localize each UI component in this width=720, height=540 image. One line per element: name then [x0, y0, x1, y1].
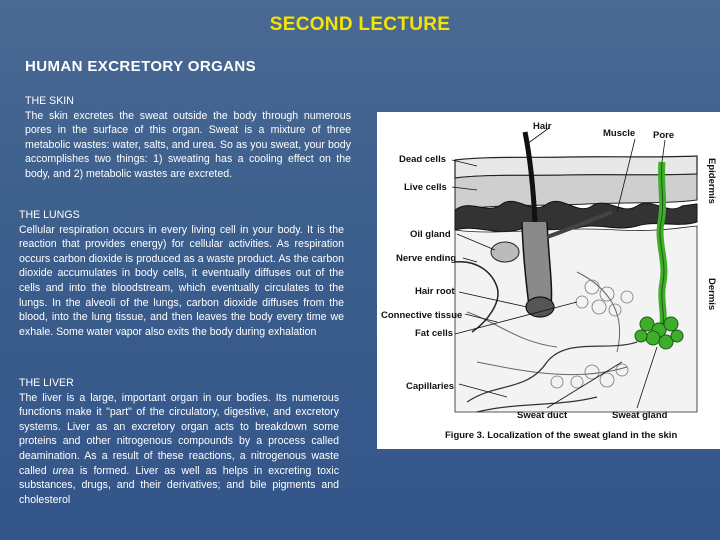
section-lungs: [19, 208, 344, 339]
section-body-skin: The skin excretes the sweat outside the body through numerous pores in the surface of this organ. Sweat is a mixture of three metabolic wastes: water, salts, and urea. So as you sweat, your body accomplishes two things: 1) sweating has a cooling effect on the body, and 2) metabolic wastes are excreted.: [25, 109, 351, 180]
label-dermis: Dermis: [706, 278, 717, 311]
label-fat-cells: Fat cells: [415, 328, 454, 339]
label-pore: Pore: [653, 130, 675, 141]
label-live-cells: Live cells: [404, 182, 447, 193]
liver-text-part2: is formed. Liver as well as helps in excreting toxic substances, drugs, and their derivatives; and bile pigments and cholesterol: [19, 464, 339, 506]
slide-title: SECOND LECTURE: [269, 14, 451, 35]
label-connective-tissue: Connective tissue: [381, 310, 463, 321]
skin-diagram-figure: [377, 112, 720, 449]
label-oil-gland: Oil gland: [410, 229, 451, 240]
section-skin: [25, 94, 351, 182]
liver-text-urea: urea: [52, 464, 74, 477]
label-epidermis: Epidermis: [706, 158, 717, 204]
section-liver: [19, 376, 339, 507]
section-body-liver: [19, 391, 339, 508]
slide-subtitle: HUMAN EXCRETORY ORGANS: [25, 58, 257, 75]
section-heading-lungs: THE LUNGS: [19, 209, 80, 221]
liver-text-part1: The liver is a large, important organ in our bodies. Its numerous functions make it "part" of the circulatory, digestive, and excretory systems. Liver as an excretory organ acts to breakdown some proteins and other nitrogenous compounds by a process called deamination. As a result of these reactions, a nitrogenous waste called: [19, 391, 339, 477]
oil-gland-shape: [491, 242, 519, 262]
label-capillaries: Capillaries: [406, 381, 455, 392]
label-dead-cells: Dead cells: [399, 154, 446, 165]
label-muscle: Muscle: [603, 128, 636, 139]
label-hair-root: Hair root: [415, 286, 455, 297]
label-sweat-duct: Sweat duct: [517, 410, 568, 421]
label-hair: Hair: [533, 121, 552, 132]
section-heading-liver: THE LIVER: [19, 377, 74, 389]
section-heading-skin: THE SKIN: [25, 95, 74, 107]
label-sweat-gland: Sweat gland: [612, 410, 668, 421]
figure-caption: Figure 3. Localization of the sweat gland in the skin: [445, 430, 678, 441]
section-body-lungs: Cellular respiration occurs in every living cell in your body. It is the reaction that provides energy) for cellular activities. As respiration occurs carbon dioxide is produced as a waste product. As the carbon dioxide accumulates in body cells, it eventually diffuses out of the cells and into the bloodstream, which eventually circulates to the lungs. In the alveoli of the lungs, carbon dioxide diffuses from the blood, into the lung tissue, and then leaves the body every time we exhale. Some water vapor also exits the body during exhalation: [19, 223, 344, 338]
label-nerve-ending: Nerve ending: [396, 253, 457, 264]
